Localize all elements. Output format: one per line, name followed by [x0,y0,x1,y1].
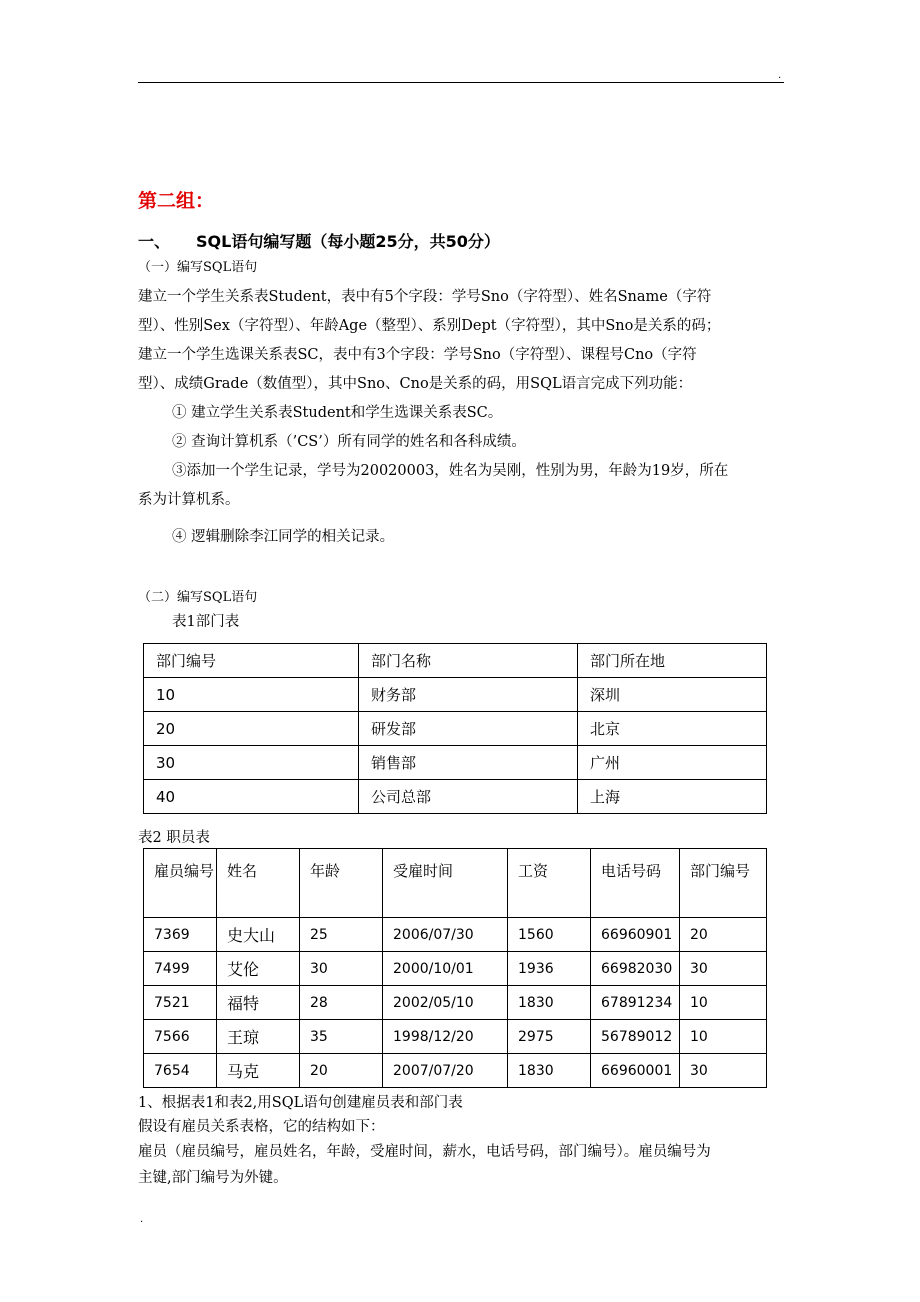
table-cell: 销售部 [359,746,578,780]
question-1: 1、根据表1和表2,用SQL语句创建雇员表和部门表 [138,1095,463,1111]
table-cell: 30 [680,1054,767,1088]
table-cell: 20 [300,1054,383,1088]
table-cell: 公司总部 [359,780,578,814]
table-cell: 1560 [508,918,591,952]
table-row [144,1020,767,1054]
table-cell: 2006/07/30 [383,918,508,952]
q1-line-2: 雇员（雇员编号，雇员姓名，年龄，受雇时间，薪水，电话号码，部门编号）。雇员编号为 [138,1144,711,1160]
table-row [144,918,767,952]
table-row [144,986,767,1020]
header-cell: 电话号码 [591,849,680,918]
table-cell: 66982030 [591,952,680,986]
table-row [144,780,767,814]
para-line-2: 型）、性别Sex（字符型）、年龄Age（整型）、系别Dept（字符型），其中Sno是关系的码； [138,318,721,334]
table-cell: 28 [300,986,383,1020]
task-item-4: ④ 逻辑删除李江同学的相关记录。 [172,529,395,545]
table-cell: 2002/05/10 [383,986,508,1020]
header-cell: 部门所在地 [578,644,767,678]
header-cell: 部门名称 [359,644,578,678]
table-cell: 10 [680,986,767,1020]
table-cell: 66960001 [591,1054,680,1088]
task-item-1: ① 建立学生关系表Student和学生选课关系表SC。 [172,405,503,421]
task-item-3: ③添加一个学生记录，学号为20020003，姓名为吴刚，性别为男，年龄为19岁，所在 [172,463,729,479]
table-cell: 25 [300,918,383,952]
section-heading-text: SQL语句编写题（每小题25分，共50分） [196,232,500,251]
table1-caption: 表1部门表 [172,614,240,630]
table-cell: 20 [144,712,359,746]
table-cell: 福特 [217,986,300,1020]
table-cell: 66960901 [591,918,680,952]
table-row [144,952,767,986]
table-cell: 20 [680,918,767,952]
table-cell: 上海 [578,780,767,814]
table-cell: 北京 [578,712,767,746]
table-cell: 30 [144,746,359,780]
table-cell: 艾伦 [217,952,300,986]
table-row [144,712,767,746]
employee-table [143,848,767,1088]
table-cell: 1936 [508,952,591,986]
table-row [144,678,767,712]
table-cell: 研发部 [359,712,578,746]
header-cell: 姓名 [217,849,300,918]
table-header-row [144,849,767,918]
table-cell: 深圳 [578,678,767,712]
q1-line-1: 假设有雇员关系表格，它的结构如下： [138,1119,385,1135]
table-cell: 财务部 [359,678,578,712]
header-cell: 工资 [508,849,591,918]
header-cell: 部门编号 [680,849,767,918]
section-heading [138,229,500,252]
table-row [144,746,767,780]
table-cell: 马克 [217,1054,300,1088]
page-title: 第二组： [138,190,215,212]
table-cell: 30 [680,952,767,986]
table-cell: 67891234 [591,986,680,1020]
part-label-1: （一）编写SQL语句 [138,260,258,275]
table-cell: 1998/12/20 [383,1020,508,1054]
table-cell: 7369 [144,918,217,952]
header-cell: 受雇时间 [383,849,508,918]
table-cell: 2975 [508,1020,591,1054]
table-cell: 7654 [144,1054,217,1088]
table-cell: 56789012 [591,1020,680,1054]
q1-line-3: 主键,部门编号为外键。 [138,1170,288,1186]
part-label-2: （二）编写SQL语句 [138,590,258,605]
para-line-1: 建立一个学生关系表Student，表中有5个字段：学号Sno（字符型）、姓名Sname（字符 [138,289,712,305]
table-cell: 7521 [144,986,217,1020]
table-cell: 10 [144,678,359,712]
task-item-2: ② 查询计算机系（’CS’）所有同学的姓名和各科成绩。 [172,434,526,450]
table-header-row [144,644,767,678]
table-cell: 7566 [144,1020,217,1054]
header-dot: . [778,70,782,81]
footer-dot: . [140,1214,144,1225]
table-cell: 40 [144,780,359,814]
table-cell: 王琼 [217,1020,300,1054]
task-item-3-cont: 系为计算机系。 [138,492,240,508]
table-cell: 1830 [508,986,591,1020]
department-table [143,643,767,814]
table-row [144,1054,767,1088]
header-cell: 部门编号 [144,644,359,678]
section-number: 一、 [138,232,171,251]
header-rule [138,82,784,83]
para-line-4: 型）、成绩Grade（数值型），其中Sno、Cno是关系的码，用SQL语言完成下列功能： [138,376,693,392]
header-cell: 年龄 [300,849,383,918]
para-line-3: 建立一个学生选课关系表SC，表中有3个字段：学号Sno（字符型）、课程号Cno（字符 [138,347,697,363]
table-cell: 广州 [578,746,767,780]
table-cell: 1830 [508,1054,591,1088]
table-cell: 7499 [144,952,217,986]
table-cell: 30 [300,952,383,986]
table-cell: 史大山 [217,918,300,952]
table2-caption: 表2 职员表 [138,830,210,846]
table-cell: 2007/07/20 [383,1054,508,1088]
table-cell: 2000/10/01 [383,952,508,986]
header-cell: 雇员编号 [144,849,217,918]
table-cell: 10 [680,1020,767,1054]
table-cell: 35 [300,1020,383,1054]
